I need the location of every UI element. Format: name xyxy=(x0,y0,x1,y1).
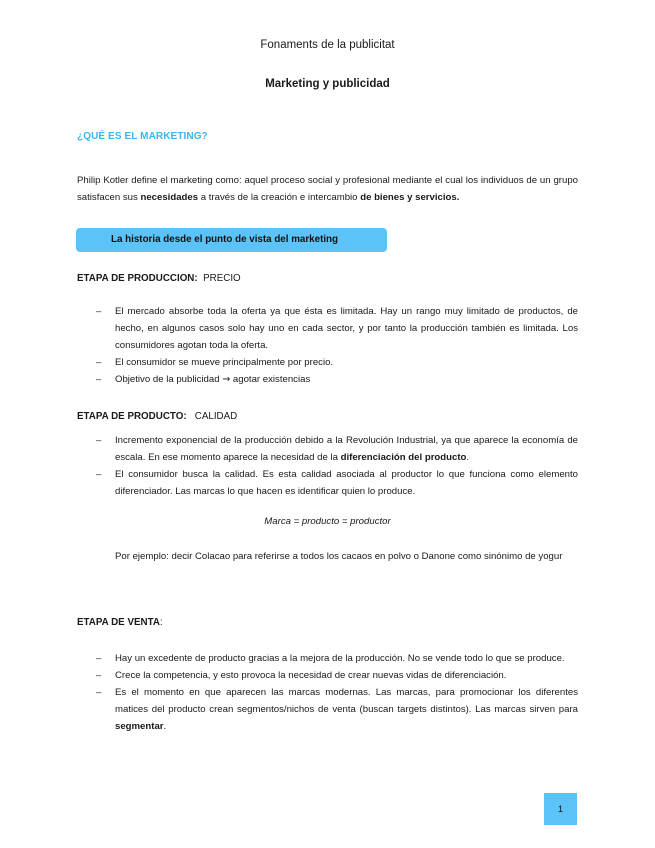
list-item xyxy=(77,303,578,354)
bullet-text: El mercado absorbe toda la oferta ya que ésta es limitada. Hay un rango muy limitado de productos, de hecho, en algunos casos solo hay uno en cada sector, y por tanto la producción también es limitada. Los consumidores agotan toda la oferta. xyxy=(115,306,578,351)
bullet-text: Incremento exponencial de la producción debido a la Revolución Industrial, ya que aparece la economía de escala. En ese momento aparece la necesidad de la xyxy=(115,435,578,463)
stage-product-title xyxy=(77,411,237,422)
list-item xyxy=(77,432,578,466)
intro-paragraph xyxy=(77,172,578,206)
list-item xyxy=(77,667,578,684)
list-item xyxy=(77,466,578,500)
intro-bold-necesidades: necesidades xyxy=(140,192,199,203)
intro-bold-bienes: de bienes y servicios. xyxy=(360,192,460,203)
bullet-text: . xyxy=(163,721,167,732)
section-heading: ¿QUÉ ES EL MARKETING? xyxy=(77,131,208,142)
bullet-text: El consumidor se mueve principalmente por precio. xyxy=(115,357,334,368)
bullet-text: agotar existencias xyxy=(230,374,311,385)
dash-marker: – xyxy=(96,469,102,480)
intro-text: a través de la creación e intercambio xyxy=(198,192,361,203)
stage-production-label: ETAPA DE PRODUCCION: xyxy=(77,273,198,284)
stage-sales-bullets xyxy=(77,650,578,735)
brand-formula: Marca = producto = productor xyxy=(264,516,391,527)
document-title: Marketing y publicidad xyxy=(265,78,390,90)
stage-product-label: ETAPA DE PRODUCTO: xyxy=(77,411,187,422)
dash-marker: – xyxy=(96,306,102,317)
stage-sales-title xyxy=(77,617,163,628)
stage-production-title xyxy=(77,273,241,284)
bullet-bold-text: segmentar xyxy=(115,721,164,732)
bullet-text: Objetivo de la publicidad xyxy=(115,374,223,385)
list-item xyxy=(77,650,578,667)
list-item xyxy=(77,354,578,371)
stage-sales-colon: : xyxy=(159,617,163,628)
bullet-bold-text: diferenciación del producto xyxy=(340,452,467,463)
dash-marker: – xyxy=(96,653,102,664)
stage-production-bullets xyxy=(77,303,578,388)
list-item xyxy=(77,684,578,735)
bullet-text: El consumidor busca la calidad. Es esta calidad asociada al productor lo que funciona como elemento diferenciador. Las marcas lo que hacen es identificar quien lo produce. xyxy=(115,469,578,497)
page-number: 1 xyxy=(544,793,577,825)
bullet-text: Es el momento en que aparecen las marcas modernas. Las marcas, para promocionar los diferentes matices del producto crean segmentos/nichos de venta (buscan targets distintos). Las marcas sirven para xyxy=(115,687,578,715)
history-banner: La historia desde el punto de vista del marketing xyxy=(76,228,387,252)
bullet-text: Crece la competencia, y esto provoca la necesidad de crear nuevas vidas de diferenciación. xyxy=(115,670,507,681)
intro-text: Philip Kotler define el marketing como: aquel proceso social y profesional mediante el cual los individuos de un grupo satisfacen sus xyxy=(77,175,578,203)
list-item xyxy=(77,371,578,388)
stage-product-bullets xyxy=(77,432,578,500)
stage-sales-label: ETAPA DE VENTA xyxy=(77,617,160,628)
bullet-text: Hay un excedente de producto gracias a la mejora de la producción. No se vende todo lo que se produce. xyxy=(115,653,565,664)
dash-marker: – xyxy=(96,435,102,446)
example-paragraph: Por ejemplo: decir Colacao para referirse a todos los cacaos en polvo o Danone como sinónimo de yogur xyxy=(115,551,563,562)
dash-marker: – xyxy=(96,374,102,385)
dash-marker: – xyxy=(96,687,102,698)
stage-production-subtitle: PRECIO xyxy=(203,273,241,284)
dash-marker: – xyxy=(96,670,102,681)
arrow-right-icon: → xyxy=(222,374,231,385)
dash-marker: – xyxy=(96,357,102,368)
bullet-text: . xyxy=(466,452,470,463)
stage-product-subtitle: CALIDAD xyxy=(194,411,238,422)
header-title: Fonaments de la publicitat xyxy=(260,39,395,51)
